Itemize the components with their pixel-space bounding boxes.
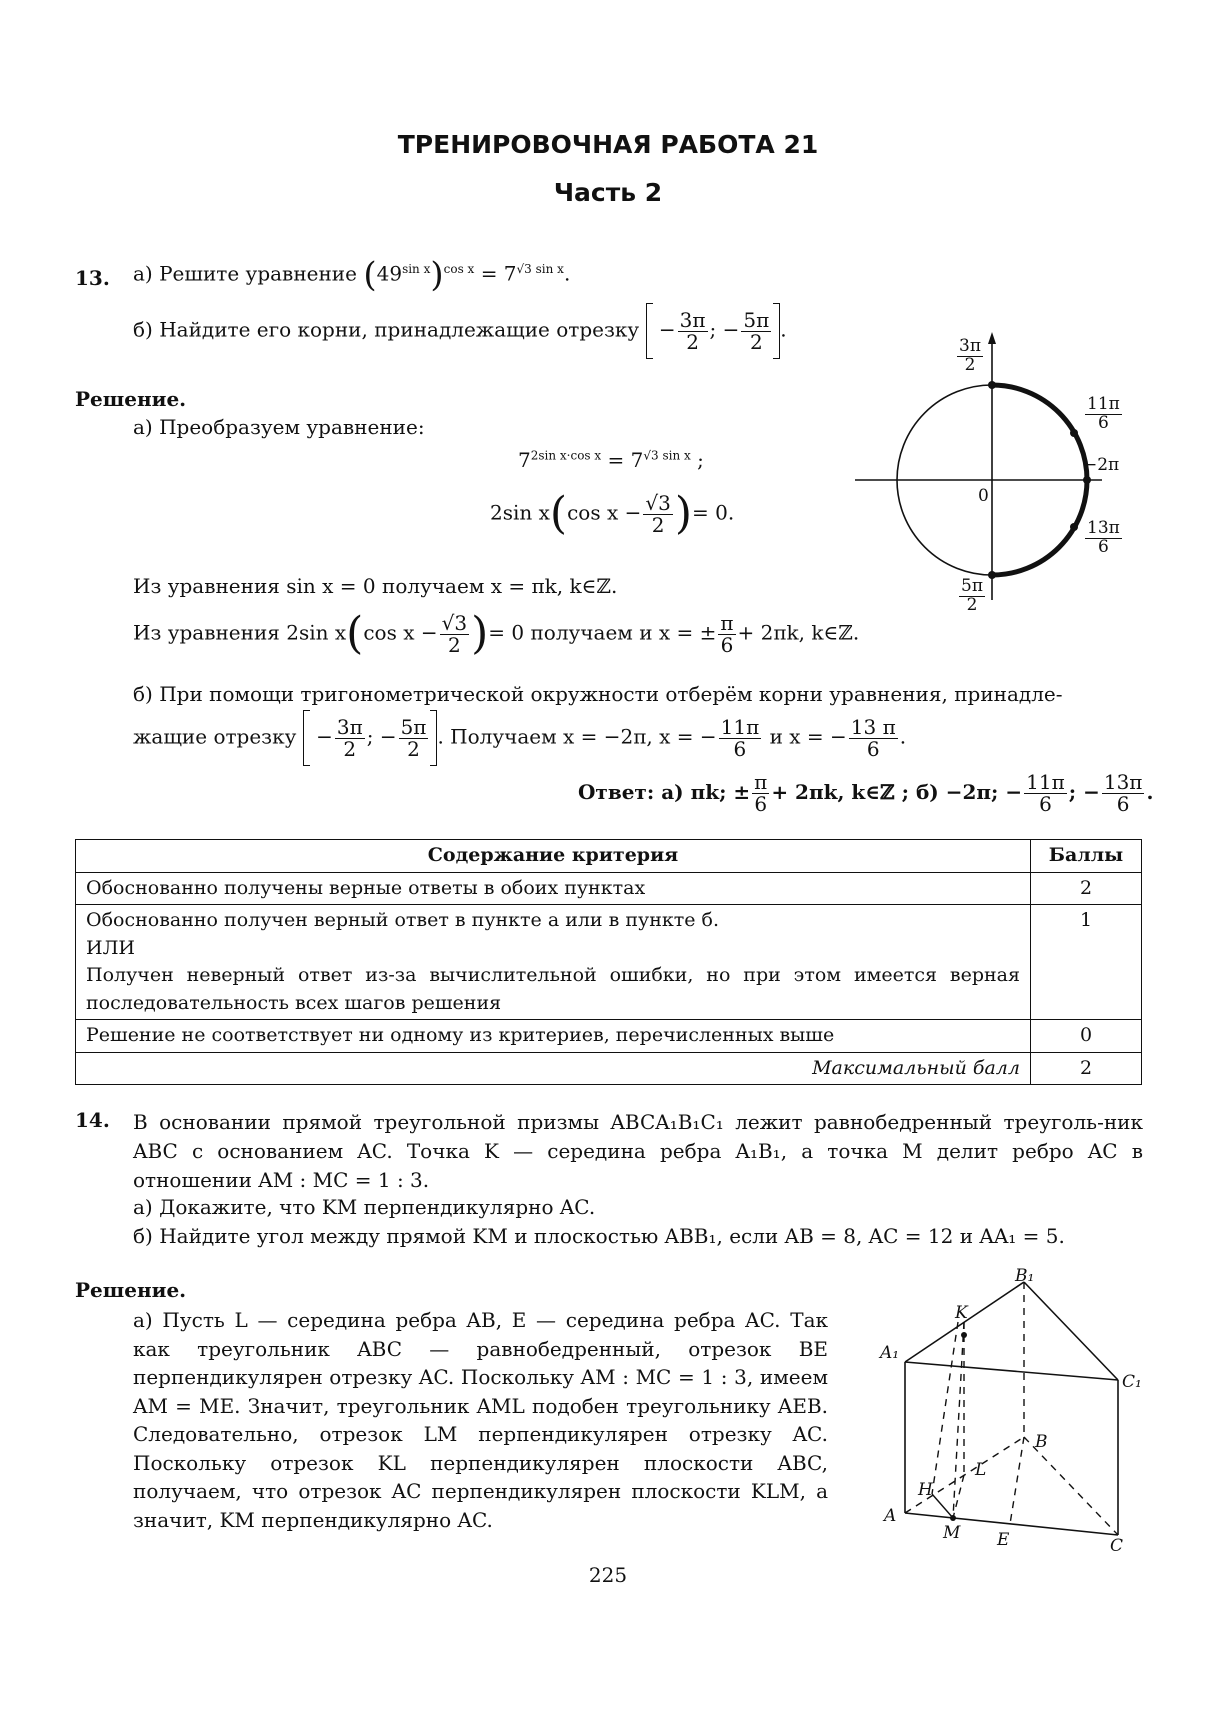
label-M: M (943, 1523, 961, 1543)
max-score: 2 (1031, 1052, 1142, 1085)
answer-frac1-num: 11π (1026, 770, 1065, 794)
task14-solution-label: Решение. (75, 1278, 187, 1302)
page-subtitle: Часть 2 (553, 178, 663, 207)
sol-step1: $7^{2sin x\cdot cos x} = 7^{√3 sin x}$ ; (518, 448, 704, 472)
b-interval-left-num: 3π (336, 714, 363, 739)
circle-label-minus2pi: −2π (1083, 455, 1120, 475)
criterion-score: 0 (1031, 1020, 1142, 1053)
task14-solution-text: а) Пусть L — середина ребра AB, E — середина ребра AC. Так как треугольник ABC — равнобедренный, отрезок BE перпендикулярен отрезку AC. Поскольку AM : MC = 1 : 3, имеем AM = ME. Значит, треугольник AML подобен треугольнику AEB. Следовательно, отрезок LM перпендикулярен отрезку AC. Поскольку отрезок KL перпендикулярен плоскости ABC, получаем, что отрезок AC перпендикулярен плоскости KLM, а значит, KM перпендикулярно AC. (133, 1308, 828, 1532)
interval-den-2: 2 (749, 329, 763, 354)
b-line2-start: жащие отрезку (133, 724, 297, 749)
p1-num: 11π (1087, 394, 1120, 414)
label-C1: C₁ (1122, 1372, 1142, 1392)
line2-mid: = 0 получаем и x = ± (488, 620, 717, 645)
answer-label: Ответ: (578, 780, 655, 804)
step1-exp: 2sin x·cos x (530, 448, 602, 463)
task13-part-a: а) Решите уравнение $(49^{sin x})^{cos x} = 7^{√3 sin x}$. (133, 255, 571, 295)
eq-rhs-exp: √3 sin x (516, 261, 564, 276)
line2-den: 2 (447, 632, 461, 657)
b-frac1-num: 11π (720, 714, 760, 739)
line2-frac-num: π (720, 610, 734, 635)
edge-B1C1 (1024, 1282, 1118, 1380)
line2-inner: cos x − (363, 620, 438, 645)
label-B: B (1035, 1432, 1048, 1452)
sol-a-intro: а) Преобразуем уравнение: (133, 415, 425, 439)
page-number: 225 (588, 1563, 628, 1587)
label-E: E (997, 1530, 1010, 1550)
table-row (76, 872, 1142, 905)
unit-circle-figure (850, 330, 1140, 630)
point-M (950, 1515, 956, 1521)
segment-KM (953, 1322, 964, 1518)
task13-b-text: б) Найдите его корни, принадлежащие отрезку (133, 317, 640, 342)
table-max-row (76, 1052, 1142, 1085)
interval-right-num: 5π (743, 307, 770, 332)
sol-b-line2: жащие отрезку − $\frac{3\pi}{2}$ ; − $\frac{5\pi}{2}$ . Получаем x = −2π, x = − $\frac{11\pi}{6}$ и x = − $\frac{13 \pi}{6}$ . (133, 710, 906, 766)
eq-rhs: = 7 (480, 261, 517, 286)
bottom-num: 5π (961, 576, 983, 596)
circle-label-zero: 0 (978, 486, 989, 506)
top-den: 2 (964, 354, 976, 375)
y-axis-arrow (988, 332, 996, 344)
b-and: и x = − (769, 724, 847, 749)
eq-exp1: sin x (402, 261, 431, 276)
step1-rhs-exp: √3 sin x (643, 448, 691, 463)
page-title: ТРЕНИРОВОЧНАЯ РАБОТА 21 (397, 130, 819, 159)
line2-end: + 2πk, k∈ℤ. (737, 620, 860, 645)
answer-a-end: + 2πk, k∈ℤ ; (771, 780, 909, 804)
label-K: K (955, 1303, 968, 1323)
point-minus-2pi (1083, 476, 1091, 484)
criterion-score: 2 (1031, 872, 1142, 905)
answer-line: Ответ: а) πk; ± $\frac{\pi}{6}$ + 2πk, k∈ℤ ; б) −2π; − $\frac{11\pi}{6}$ ; − $\frac{13\pi}{6}$ . (578, 770, 1154, 816)
p1-den: 6 (1097, 412, 1109, 433)
task13-number: 13. (75, 266, 110, 290)
step1-rhs: = 7 (607, 448, 644, 472)
answer-frac2-den: 6 (1116, 792, 1130, 816)
interval-left-num: 3π (679, 307, 706, 332)
task14-question-a: а) Докажите, что KM перпендикулярно AC. (133, 1195, 596, 1219)
sol-line2: Из уравнения 2sin x(cos x − $\frac{√3}{2}$ )= 0 получаем и x = ± $\frac{\pi}{6}$ + 2πk, k∈ℤ. (133, 608, 860, 659)
header-criterion: Содержание критерия (76, 840, 1031, 873)
sol-b-line1: б) При помощи тригонометрической окружности отберём корни уравнения, принадле- (133, 682, 1063, 706)
b-interval-right-num: 5π (400, 714, 427, 739)
criterion-text-1: Обоснованно получен верный ответ в пункте а или в пункте б. (86, 909, 720, 932)
point-11pi6 (1070, 429, 1078, 437)
b-interval-den: 2 (343, 736, 357, 761)
table-row (76, 1020, 1142, 1053)
eq-base: 49 (376, 261, 403, 286)
label-A1: A₁ (880, 1343, 900, 1363)
circle-label-13pi6 (1083, 520, 1124, 557)
criteria-table (75, 839, 1142, 1085)
task13-solution-label: Решение. (75, 387, 187, 411)
answer-frac1-den: 6 (1039, 792, 1052, 816)
step2-den: 2 (651, 512, 665, 537)
segment-KH (932, 1322, 958, 1494)
task13-part-b: б) Найдите его корни, принадлежащие отрезку − $\frac{3\pi}{2}$ ; − $\frac{5\pi}{2}$ . (133, 303, 787, 359)
b-frac2-num: 13 π (850, 714, 896, 739)
segment-HM (932, 1494, 953, 1518)
b-interval-den-2: 2 (407, 736, 420, 761)
interval-den: 2 (686, 329, 699, 354)
criterion-text: Решение не соответствует ни одному из критериев, перечисленных выше (76, 1020, 1031, 1053)
answer-pi: π (754, 770, 768, 794)
step2-inner: cos x − (567, 500, 642, 525)
point-bottom (988, 571, 996, 579)
step2-right: = 0. (691, 500, 735, 525)
label-A: A (884, 1506, 897, 1526)
line2-num: √3 (441, 610, 468, 635)
top-num: 3π (959, 336, 981, 356)
task14-question-b: б) Найдите угол между прямой KM и плоскостью ABB₁, если AB = 8, AC = 12 и AA₁ = 5. (133, 1224, 1065, 1248)
criterion-text (76, 905, 1031, 1020)
segment-BE (1010, 1437, 1024, 1524)
sol-step2: 2sin x(cos x − $\frac{√3}{2}$ )= 0. (490, 488, 735, 539)
answer-frac2-num: 13π (1103, 770, 1143, 794)
label-B1: B₁ (1015, 1266, 1035, 1286)
max-label: Максимальный балл (76, 1052, 1031, 1085)
criterion-score: 1 (1031, 905, 1142, 1020)
label-L: L (975, 1460, 987, 1480)
prism-figure (860, 1270, 1140, 1560)
step2-left: 2sin x (490, 500, 550, 525)
point-K-mark (961, 1332, 967, 1338)
bottom-den: 2 (966, 594, 978, 615)
answer-6: 6 (754, 792, 768, 816)
answer-b: б) −2π; − (915, 780, 1023, 804)
task13-a-text: а) Решите уравнение (133, 261, 357, 286)
line2-frac-den: 6 (720, 632, 734, 657)
task14-number: 14. (75, 1108, 110, 1132)
label-C: C (1110, 1536, 1124, 1556)
point-top (988, 381, 996, 389)
step2-num: √3 (645, 490, 671, 515)
criterion-text-or: ИЛИ (86, 936, 135, 959)
point-13pi6 (1070, 523, 1078, 531)
edge-AB (905, 1437, 1024, 1513)
b-frac1-den: 6 (733, 736, 747, 761)
answer-a: а) πk; ± (661, 780, 751, 804)
header-score: Баллы (1031, 840, 1142, 873)
edge-A1C1 (905, 1362, 1118, 1380)
table-header-row (76, 840, 1142, 873)
circle-label-bottom (957, 578, 987, 615)
circle-label-11pi6 (1083, 396, 1124, 433)
b-frac2-den: 6 (866, 736, 880, 761)
table-row (76, 905, 1142, 1020)
p3-den: 6 (1097, 536, 1109, 557)
line2-start: Из уравнения 2sin x (133, 620, 347, 645)
b-line2-mid: . Получаем x = −2π, x = − (437, 724, 717, 749)
eq-exp2: cos x (443, 261, 475, 276)
criterion-text-2: Получен неверный ответ из-за вычислительной ошибки, но при этом имеется верная последовательность всех шагов решения (86, 964, 1020, 1014)
p3-num: 13π (1087, 518, 1120, 538)
step1-base: 7 (518, 448, 531, 472)
circle-label-top (955, 338, 985, 375)
label-H: H (918, 1480, 933, 1500)
criterion-text: Обоснованно получены верные ответы в обоих пунктах (76, 872, 1031, 905)
sol-line1: Из уравнения sin x = 0 получаем x = πk, k∈ℤ. (133, 574, 618, 598)
task14-text: В основании прямой треугольной призмы ABCA₁B₁C₁ лежит равнобедренный треуголь-ник ABC с основанием AC. Точка K — середина ребра A₁B₁, а точка M делит ребро AC в отношении AM : MC = 1 : 3. (133, 1110, 1143, 1192)
